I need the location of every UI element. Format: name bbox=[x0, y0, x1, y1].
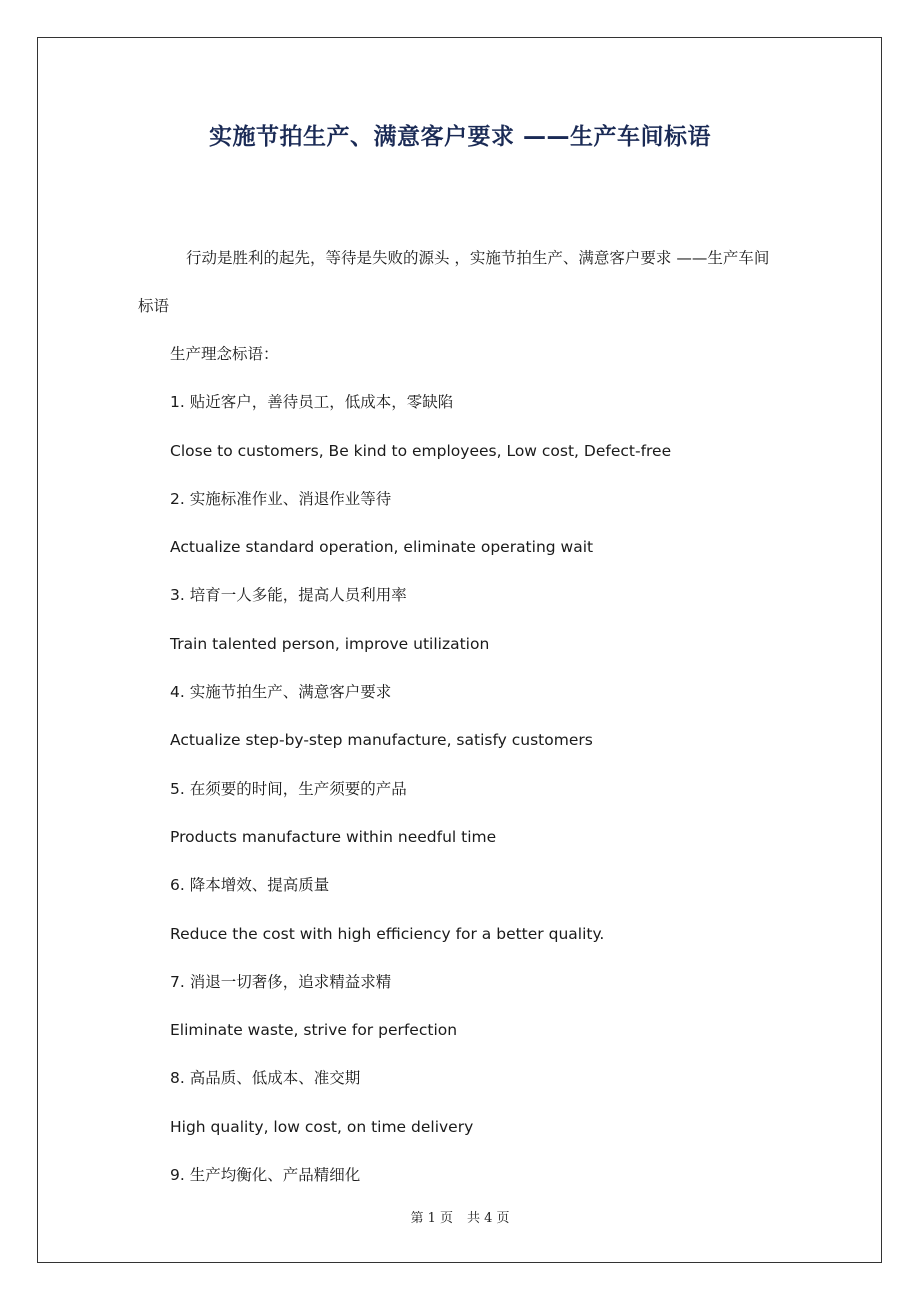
slogan-item-3-zh: 3. 培育一人多能，提高人员利用率 bbox=[170, 586, 407, 605]
slogan-item-2-en: Actualize standard operation, eliminate operating wait bbox=[170, 538, 594, 557]
intro-paragraph-line-2: 标语 bbox=[138, 297, 170, 315]
slogan-item-9-zh: 9. 生产均衡化、产品精细化 bbox=[170, 1166, 361, 1185]
slogan-list bbox=[170, 344, 671, 1213]
slogan-item-1-en: Close to customers, Be kind to employees, Low cost, Defect-free bbox=[170, 441, 672, 460]
slogan-item-4-zh: 4. 实施节拍生产、满意客户要求 bbox=[170, 683, 392, 702]
slogan-item-4-en: Actualize step-by-step manufacture, satisfy customers bbox=[170, 731, 593, 750]
slogan-item-7-zh: 7. 消退一切奢侈，追求精益求精 bbox=[170, 972, 392, 991]
page-number: 第 1 页 bbox=[410, 1211, 453, 1226]
slogan-item-3-en: Train talented person, improve utilization bbox=[170, 634, 490, 653]
page-total: 共 4 页 bbox=[467, 1211, 510, 1226]
slogan-item-2-zh: 2. 实施标准作业、消退作业等待 bbox=[170, 489, 392, 508]
intro-paragraph-line-1: 行动是胜利的起先，等待是失败的源头 ，实施节拍生产、满意客户要求 ——生产车间 bbox=[186, 249, 770, 267]
document-title: 实施节拍生产、满意客户要求 ——生产车间标语 bbox=[208, 124, 711, 150]
slogan-item-6-en: Reduce the cost with high efficiency for a better quality. bbox=[170, 924, 605, 943]
slogan-item-5-zh: 5. 在须要的时间，生产须要的产品 bbox=[170, 779, 407, 798]
page-footer bbox=[0, 1207, 920, 1226]
slogan-item-5-en: Products manufacture within needful time bbox=[170, 827, 497, 846]
slogan-item-8-zh: 8. 高品质、低成本、准交期 bbox=[170, 1069, 361, 1088]
slogan-item-6-zh: 6. 降本增效、提高质量 bbox=[170, 876, 330, 895]
section-heading: 生产理念标语： bbox=[170, 345, 279, 363]
slogan-item-7-en: Eliminate waste, strive for perfection bbox=[170, 1021, 458, 1040]
slogan-item-8-en: High quality, low cost, on time delivery bbox=[170, 1117, 474, 1136]
slogan-item-1-zh: 1. 贴近客户，善待员工，低成本，零缺陷 bbox=[170, 393, 454, 412]
